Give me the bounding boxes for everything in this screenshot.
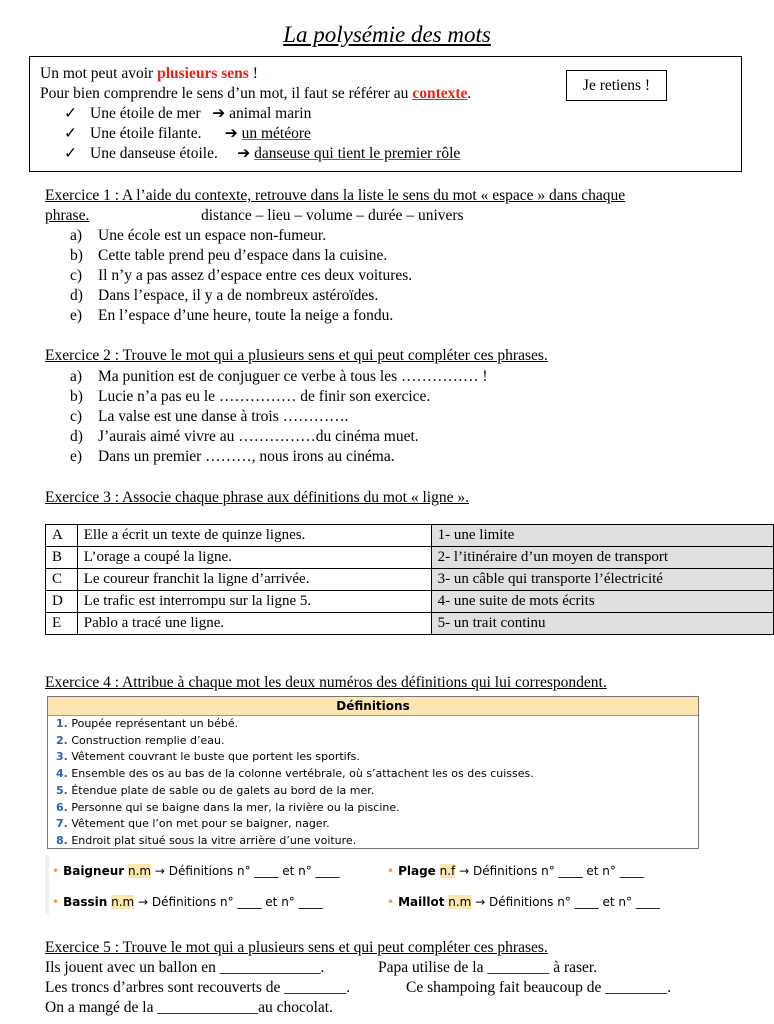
- table-row: [46, 591, 774, 613]
- exercise-3-table: [45, 524, 774, 635]
- arrow-icon: ➔: [224, 125, 238, 142]
- exercise-5-sentence: Ce shampoing fait beaucoup de ________.: [406, 979, 672, 996]
- definition-item: 5. Étendue plate de sable ou de galets au bord de la mer.: [56, 783, 375, 797]
- example-item: ✓ Une danseuse étoile. ➔ danseuse qui tient le premier rôle: [64, 145, 461, 162]
- definition-item: 3. Vêtement couvrant le buste que portent les sportifs.: [56, 750, 360, 764]
- exercise-2-item: a) Ma punition est de conjuguer ce verbe à tous les …………… !: [70, 368, 488, 385]
- example-item: ✓ Une étoile filante. ➔ un météore: [64, 125, 311, 142]
- table-row: [46, 525, 774, 547]
- check-icon: ✓: [64, 145, 77, 162]
- exercise-2-item: e) Dans un premier ………, nous irons au cinéma.: [70, 448, 395, 465]
- definition-item: 2. Construction remplie d’eau.: [56, 733, 225, 747]
- row-letter: E: [46, 613, 78, 635]
- example-item: ✓ Une étoile de mer ➔ animal marin: [64, 105, 312, 122]
- exercise-5-sentence: Ils jouent avec un ballon en _____________.: [45, 959, 325, 976]
- exercise-3-title: Exercice 3 : Associe chaque phrase aux définitions du mot « ligne ».: [45, 489, 469, 506]
- bullet-icon: •: [387, 895, 395, 909]
- definition-item: 4. Ensemble des os au bas de la colonne vertébrale, où s’attachent les os des cuisses.: [56, 767, 534, 781]
- exercise-2-item: c) La valse est une danse à trois ………….: [70, 408, 349, 425]
- exercise-1-item: a) Une école est un espace non-fumeur.: [70, 227, 327, 244]
- exercise-1-item: e) En l’espace d’une heure, toute la neige a fondu.: [70, 307, 394, 324]
- check-icon: ✓: [64, 105, 77, 122]
- exercise-1-item: c) Il n’y a pas assez d’espace entre ces deux voitures.: [70, 267, 413, 284]
- check-icon: ✓: [64, 125, 77, 142]
- row-sentence: Le trafic est interrompu sur la ligne 5.: [77, 591, 431, 613]
- row-letter: C: [46, 569, 78, 591]
- arrow-icon: ➔: [237, 145, 251, 162]
- exercise-2-item: d) J’aurais aimé vivre au ……………du cinéma muet.: [70, 428, 419, 445]
- bullet-icon: •: [52, 864, 60, 878]
- exercise-1-item: d) Dans l’espace, il y a de nombreux astéroïdes.: [70, 287, 379, 304]
- row-definition: 3- un câble qui transporte l’électricité: [431, 569, 773, 591]
- rule-line-2: Pour bien comprendre le sens d’un mot, il faut se référer au contexte.: [40, 85, 472, 102]
- word-line-baigneur: • Baigneur n.m → Définitions n° ____ et n° ____: [52, 864, 340, 878]
- definition-item: 6. Personne qui se baigne dans la mer, la rivière ou la piscine.: [56, 800, 400, 814]
- exercise-5-sentence: Papa utilise de la ________ à raser.: [378, 959, 598, 976]
- row-sentence: Le coureur franchit la ligne d’arrivée.: [77, 569, 431, 591]
- row-definition: 4- une suite de mots écrits: [431, 591, 773, 613]
- row-letter: A: [46, 525, 78, 547]
- bullet-icon: •: [387, 864, 395, 878]
- row-letter: B: [46, 547, 78, 569]
- bullet-icon: •: [52, 895, 60, 909]
- exercise-2-title: Exercice 2 : Trouve le mot qui a plusieurs sens et qui peut compléter ces phrases.: [45, 347, 548, 364]
- row-sentence: Elle a écrit un texte de quinze lignes.: [77, 525, 431, 547]
- arrow-icon: ➔: [212, 105, 226, 122]
- exercise-5-title: Exercice 5 : Trouve le mot qui a plusieurs sens et qui peut compléter ces phrases.: [45, 939, 548, 956]
- row-sentence: Pablo a tracé une ligne.: [77, 613, 431, 635]
- exercise-1-item: b) Cette table prend peu d’espace dans la cuisine.: [70, 247, 388, 264]
- table-row: [46, 613, 774, 635]
- definitions-box: [47, 696, 699, 849]
- word-line-plage: • Plage n.f → Définitions n° ____ et n° ____: [387, 864, 644, 878]
- row-definition: 2- l’itinéraire d’un moyen de transport: [431, 547, 773, 569]
- page-title: La polysémie des mots: [283, 22, 491, 47]
- row-sentence: L’orage a coupé la ligne.: [77, 547, 431, 569]
- word-line-bassin: • Bassin n.m → Définitions n° ____ et n° ____: [52, 895, 323, 909]
- exercise-4-title: Exercice 4 : Attribue à chaque mot les deux numéros des définitions qui lui correspondent.: [45, 674, 607, 691]
- table-row: [46, 569, 774, 591]
- word-line-maillot: • Maillot n.m → Définitions n° ____ et n° ____: [387, 895, 660, 909]
- exercise-5-sentence: Les troncs d’arbres sont recouverts de ________.: [45, 979, 351, 996]
- row-definition: 1- une limite: [431, 525, 773, 547]
- table-row: [46, 547, 774, 569]
- definition-item: 7. Vêtement que l’on met pour se baigner, nager.: [56, 817, 330, 831]
- definition-item: 8. Endroit plat situé sous la vitre arrière d’une voiture.: [56, 833, 357, 847]
- row-definition: 5- un trait continu: [431, 613, 773, 635]
- exercise-1-title: Exercice 1 : A l’aide du contexte, retrouve dans la liste le sens du mot « espace » dans chaque: [45, 187, 626, 204]
- exercise-5-sentence: On a mangé de la _____________au chocolat.: [45, 999, 333, 1016]
- je-retiens-badge: Je retiens !: [566, 70, 667, 101]
- decorative-strip: [45, 855, 49, 915]
- definitions-header: Définitions: [48, 697, 698, 716]
- exercise-1-wordlist: distance – lieu – volume – durée – univers: [201, 207, 464, 224]
- rule-line-1: Un mot peut avoir plusieurs sens !: [40, 65, 258, 82]
- row-letter: D: [46, 591, 78, 613]
- exercise-1-title-cont: phrase.: [45, 207, 90, 224]
- exercise-2-item: b) Lucie n’a pas eu le …………… de finir son exercice.: [70, 388, 431, 405]
- definition-item: 1. Poupée représentant un bébé.: [56, 717, 239, 730]
